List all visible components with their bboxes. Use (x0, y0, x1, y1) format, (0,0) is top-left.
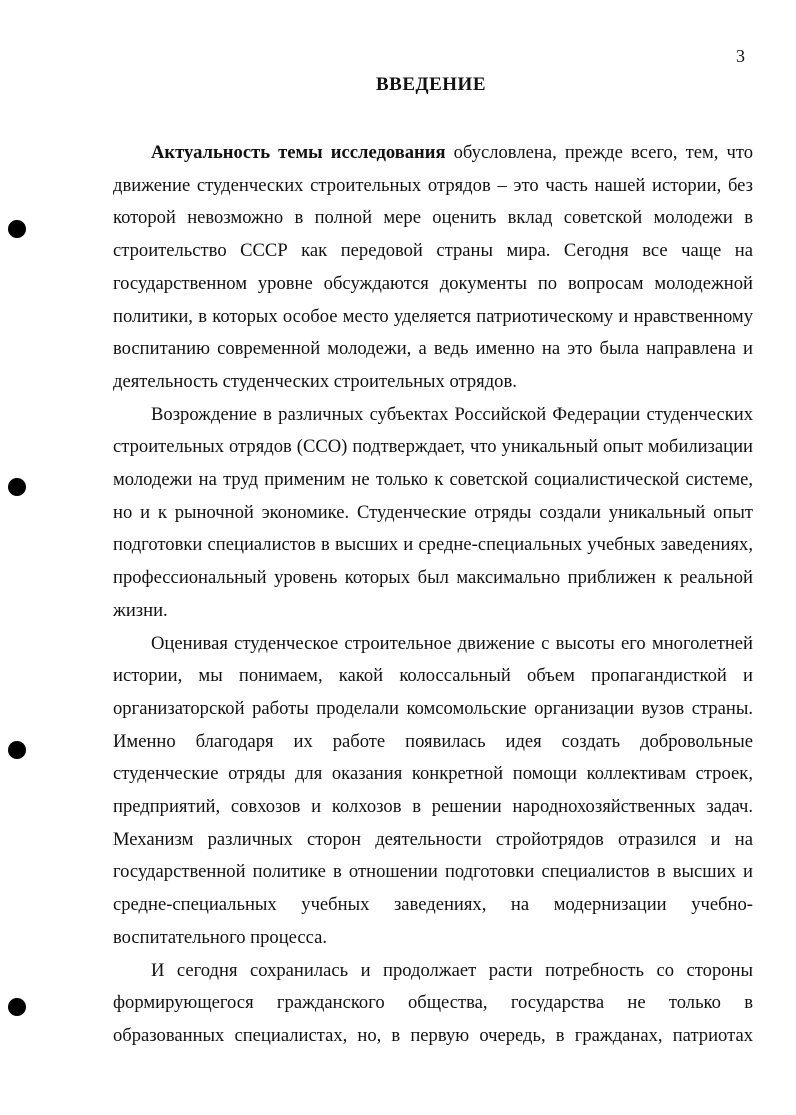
document-body (113, 137, 753, 1053)
paragraph-text: И сегодня сохранилась и продолжает расти потребность со стороны формирующегося гражданского общества, государства не только в образованных специалистах, но, в первую очередь, в гражданах, патриотах (113, 959, 753, 1046)
binder-hole-marker (8, 478, 26, 496)
paragraph-lead-bold: Актуальность темы исследования (151, 142, 446, 163)
paragraph (113, 137, 753, 399)
paragraph (113, 399, 753, 628)
page-heading: ВВЕДЕНИЕ (376, 74, 486, 95)
binder-hole-marker (8, 220, 26, 238)
paragraph (113, 955, 753, 1053)
binder-hole-marker (8, 998, 26, 1016)
paragraph (113, 628, 753, 955)
paragraph-text: Возрождение в различных субъектах Российской Федерации студенческих строительных отрядов (ССО) подтверждает, что уникальный опыт мобилизации молодежи на труд применим не только к советской социалистической системе, но и к рыночной экономике. Студенческие отряды создали уникальный опыт подготовки специалистов в высших и средне-специальных учебных заведениях, профессиональный уровень которых был максимально приближен к реальной жизни. (113, 403, 753, 621)
paragraph-text: обусловлена, прежде всего, тем, что движение студенческих строительных отрядов – это часть нашей истории, без которой невозможно в полной мере оценить вклад советской молодежи в строительство СССР как передовой страны мира. Сегодня все чаще на государственном уровне обсуждаются документы по вопросам молодежной политики, в которых особое место уделяется патриотическому и нравственному воспитанию современной молодежи, а ведь именно на это была направлена и деятельность студенческих строительных отрядов. (113, 142, 754, 392)
page-number: 3 (736, 46, 745, 66)
paragraph-text: Оценивая студенческое строительное движение с высоты его многолетней истории, мы понимаем, какой колоссальный объем пропагандисткой и организаторской работы проделали комсомольские организации вузов страны. Именно благодаря их работе появилась идея создать добровольные студенческие отряды для оказания конкретной помощи коллективам строек, предприятий, совхозов и колхозов в решении народнохозяйственных задач. Механизм различных сторон деятельности стройотрядов отразился и на государственной политике в отношении подготовки специалистов в высших и средне-специальных учебных заведениях, на модернизации учебно-воспитательного процесса. (113, 632, 753, 948)
binder-hole-marker (8, 741, 26, 759)
